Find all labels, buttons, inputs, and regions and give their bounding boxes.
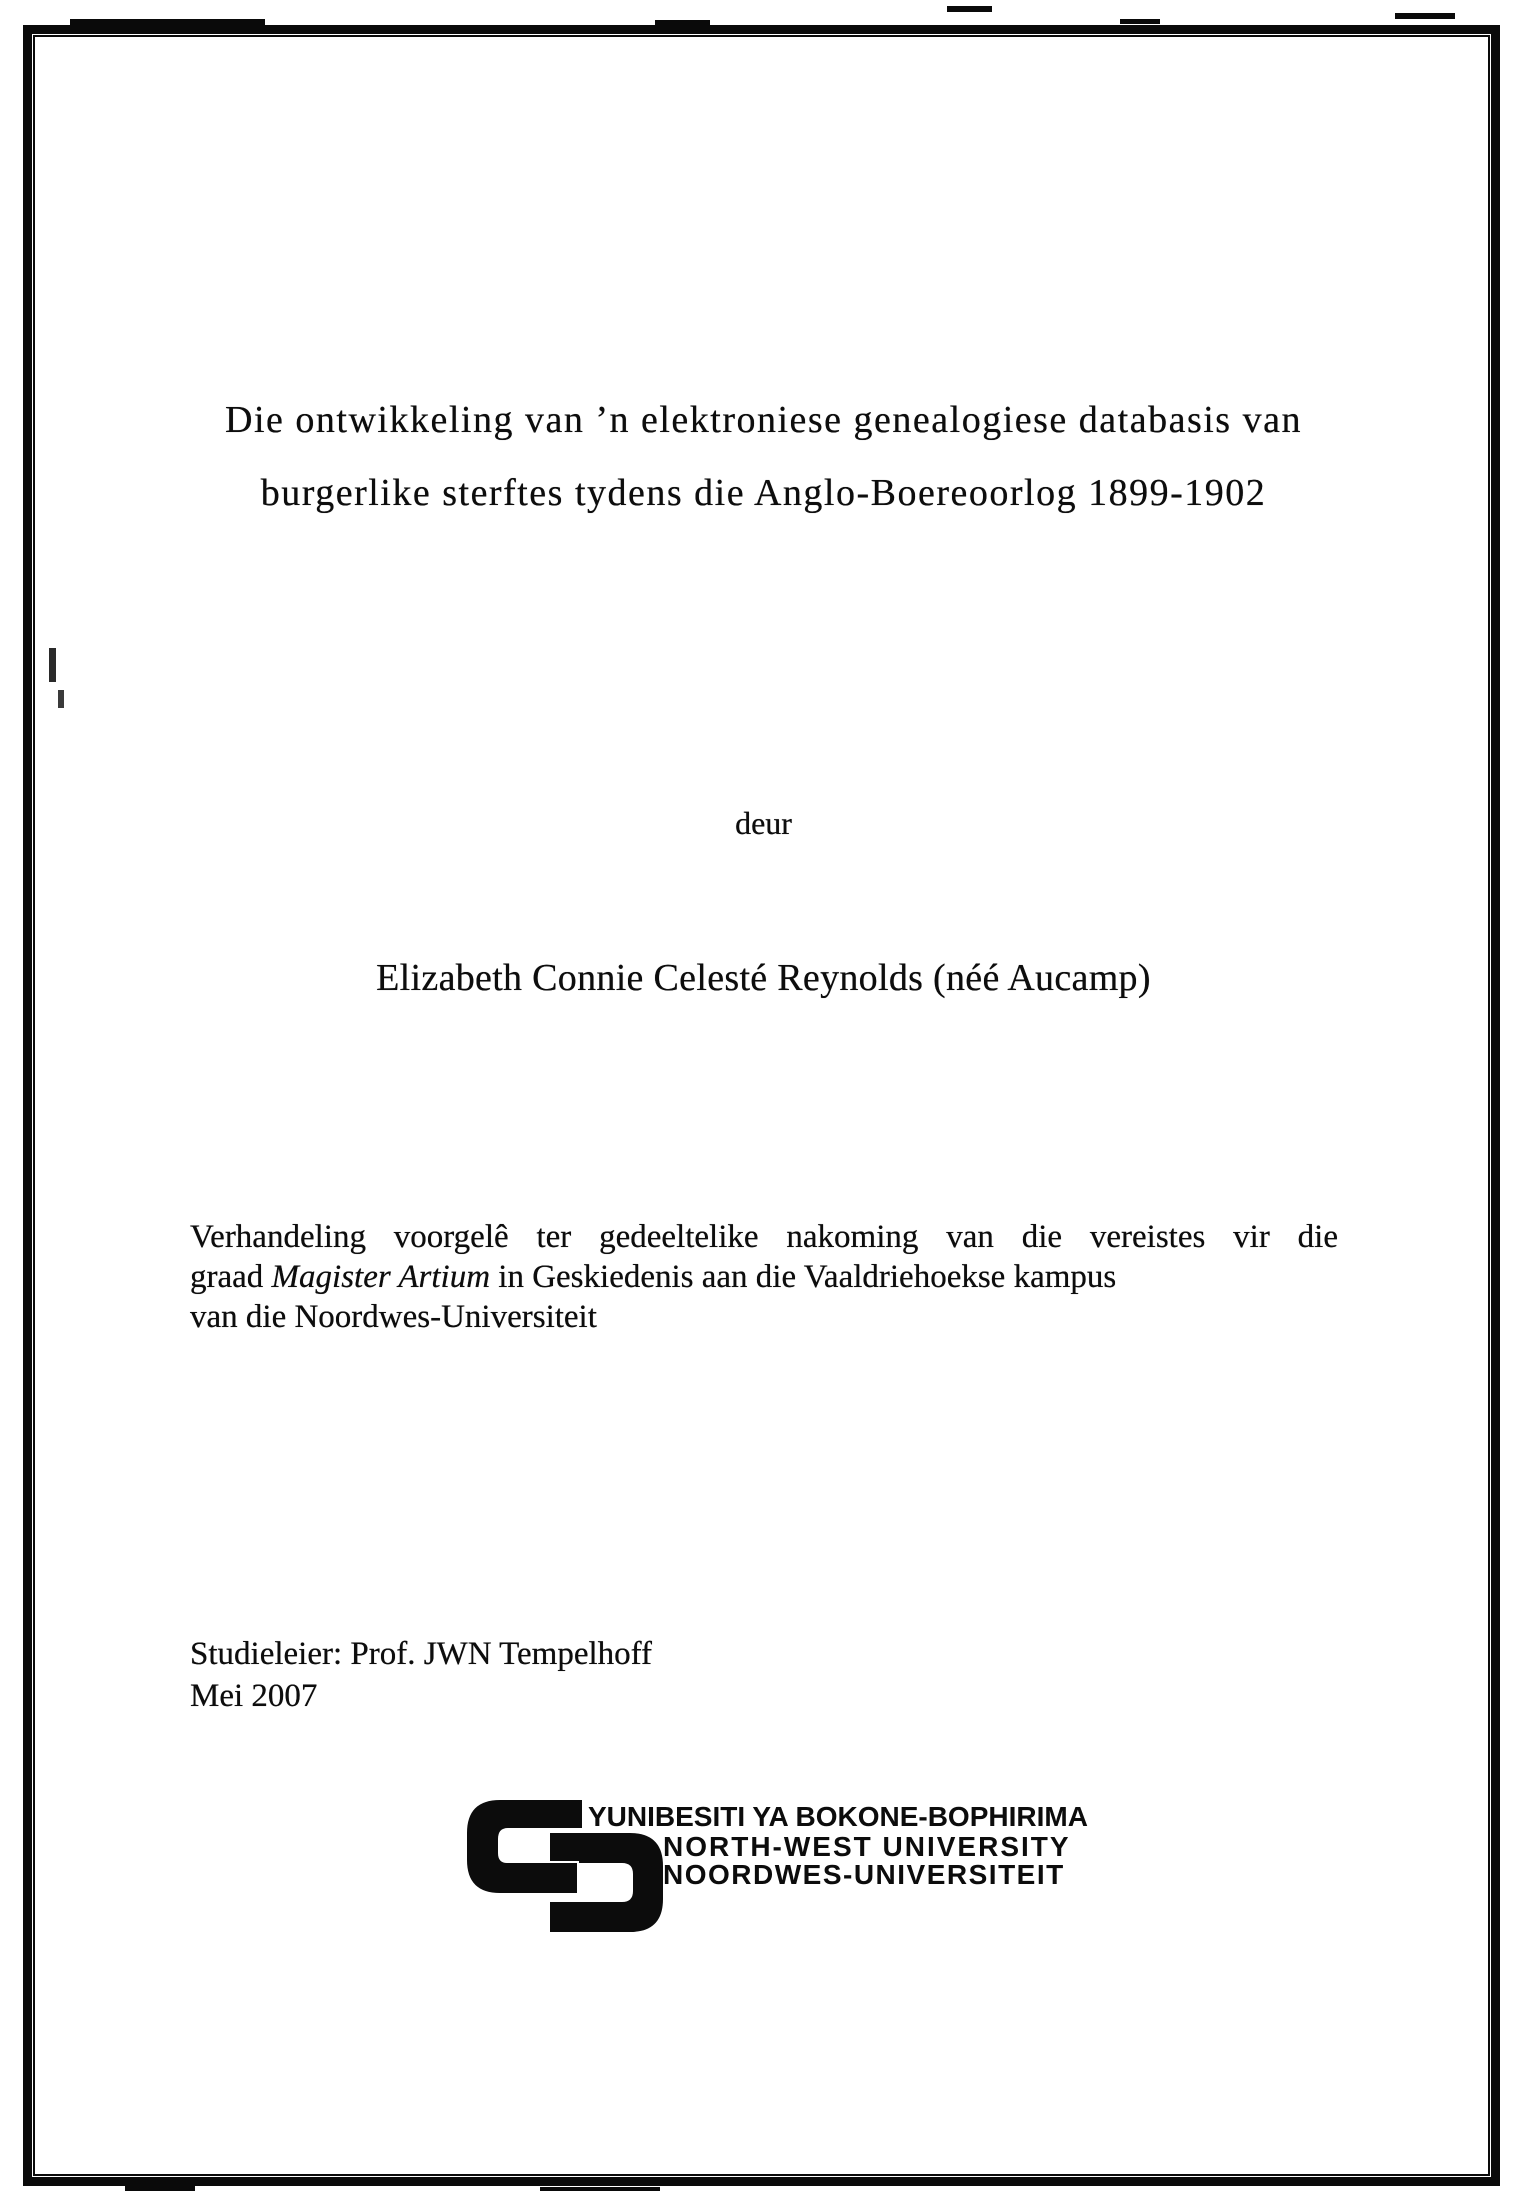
logo-text-setswana: YUNIBESITI YA BOKONE-BOPHIRIMA: [588, 1801, 1088, 1832]
logo-text-english: NORTH-WEST UNIVERSITY: [663, 1831, 1071, 1862]
scan-artifact: [540, 2187, 660, 2191]
date-line: Mei 2007: [190, 1678, 318, 1714]
scan-artifact: [1395, 13, 1455, 19]
thesis-title-line-1: Die ontwikkeling van ’n elektroniese genealogiese databasis van: [225, 399, 1302, 441]
author-name: Elizabeth Connie Celesté Reynolds (néé Aucamp): [376, 957, 1151, 999]
thesis-title-line-2: burgerlike sterftes tydens die Anglo-Boereoorlog 1899-1902: [260, 472, 1267, 514]
statement-line2-suffix: in Geskiedenis aan die Vaaldriehoekse kampus: [490, 1259, 1117, 1295]
supervisor-line: Studieleier: Prof. JWN Tempelhoff: [190, 1636, 653, 1672]
scan-artifact: [70, 19, 265, 25]
scan-artifact: [125, 2186, 195, 2191]
degree-statement-line-1: Verhandeling voorgelê ter gedeeltelike nakoming van die vereistes vir die: [190, 1219, 1338, 1255]
degree-statement-line-2: [190, 1257, 1338, 1297]
scan-artifact: [1120, 19, 1160, 24]
degree-statement-line-3: van die Noordwes-Universiteit: [190, 1299, 597, 1335]
scan-artifact: [58, 690, 64, 708]
degree-name-italic: Magister Artium: [271, 1259, 491, 1295]
statement-line2-prefix: graad: [190, 1259, 272, 1295]
byline: deur: [735, 805, 792, 841]
logo-text-afrikaans: NOORDWES-UNIVERSITEIT: [663, 1859, 1065, 1890]
scan-artifact: [655, 20, 710, 25]
scan-artifact: [947, 6, 992, 12]
scan-artifact: [49, 648, 56, 682]
